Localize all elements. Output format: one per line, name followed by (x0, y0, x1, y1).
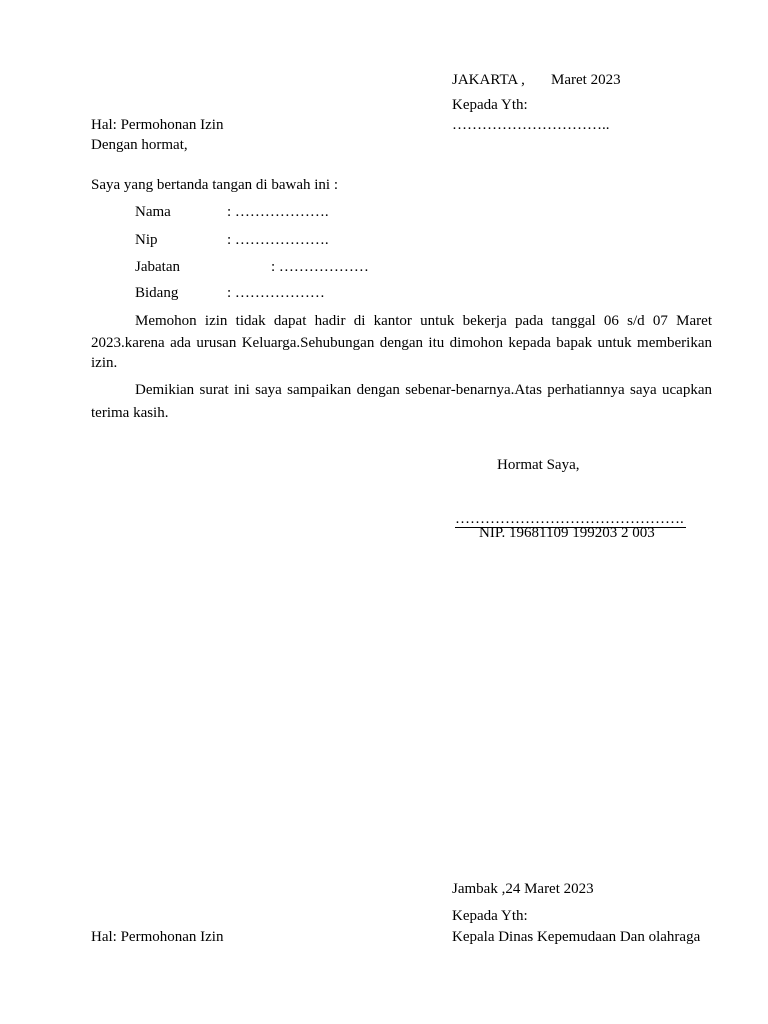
recipient-name-blank: ………………………….. (452, 117, 610, 133)
field-value-bidang: : ……………… (227, 285, 325, 301)
letter-place-date: Jambak ,24 Maret 2023 (452, 881, 594, 897)
letter-intro: Saya yang bertanda tangan di bawah ini : (91, 177, 339, 193)
paragraph-line: terima kasih. (91, 405, 169, 421)
field-value-jabatan: : ……………… (271, 259, 369, 275)
letter-place: JAKARTA , (452, 72, 525, 88)
letter-subject: Hal: Permohonan Izin (91, 929, 224, 945)
recipient-greeting: Kepada Yth: (452, 97, 528, 113)
paragraph-line: Memohon izin tidak dapat hadir di kantor untuk bekerja pada tanggal 06 s/d 07 Maret (135, 313, 712, 329)
signer-nip: NIP. 19681109 199203 2 003 (479, 525, 655, 541)
letter-closing: Hormat Saya, (497, 457, 580, 473)
letter-subject: Hal: Permohonan Izin (91, 117, 224, 133)
recipient-name: Kepala Dinas Kepemudaan Dan olahraga (452, 929, 701, 945)
field-value-nama: : ………………. (227, 204, 329, 220)
signature-line: ………………………………………. (455, 511, 684, 527)
paragraph-line: Demikian surat ini saya sampaikan dengan sebenar-benarnya.Atas perhatiannya saya ucapkan (135, 382, 712, 398)
field-label-nip: Nip (135, 232, 158, 248)
paragraph-line: izin. (91, 355, 118, 371)
field-label-nama: Nama (135, 204, 171, 220)
field-label-bidang: Bidang (135, 285, 179, 301)
field-label-jabatan: Jabatan (135, 259, 180, 275)
letter-date: Maret 2023 (551, 72, 621, 88)
recipient-greeting: Kepada Yth: (452, 908, 528, 924)
field-value-nip: : ………………. (227, 232, 329, 248)
paragraph-line: 2023.karena ada urusan Keluarga.Sehubungan dengan itu dimohon kepada bapak untuk memberikan (91, 335, 712, 351)
letter-salutation: Dengan hormat, (91, 137, 188, 153)
